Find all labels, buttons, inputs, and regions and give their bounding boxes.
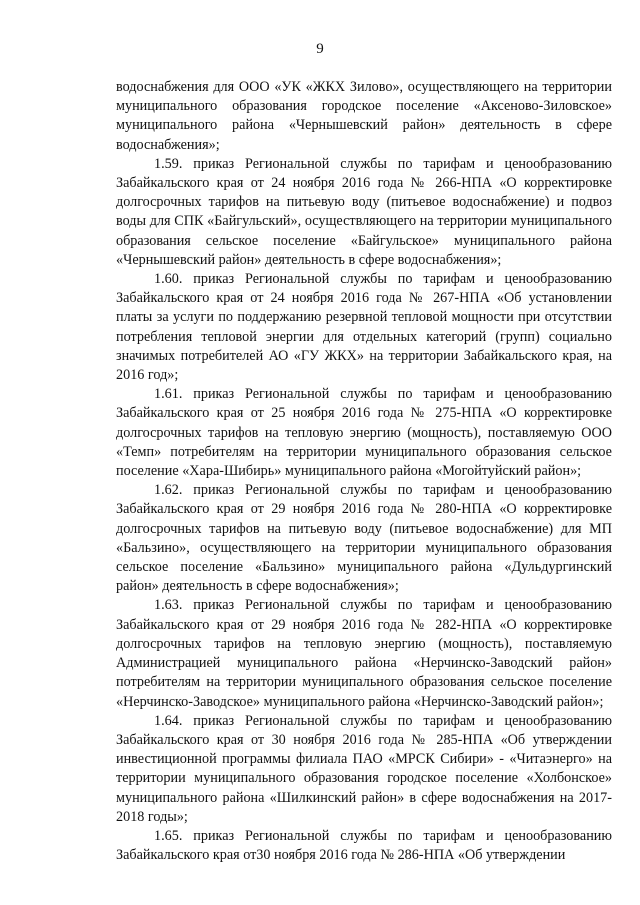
paragraph-item-1-62: 1.62. приказ Региональной службы по тарифам и ценообразованию Забайкальского края от 29 ноября 2016 года № 280-НПА «О корректировке долгосрочных тарифов на питьевую воду (питьевое водоснабжение) для МП «Бальзино», осуществляющего на территории муниципального образования сельское поселение «Бальзино» муниципального района «Дульдургинский район» деятельность в сфере водоснабжения»; (116, 482, 612, 595)
paragraph-item-1-65: 1.65. приказ Региональной службы по тарифам и ценообразованию Забайкальского края от30 ноября 2016 года № 286-НПА «Об утверждении (116, 827, 612, 864)
paragraph-item-1-64: 1.64. приказ Региональной службы по тарифам и ценообразованию Забайкальского края от 30 ноября 2016 года № 285-НПА «Об утверждении инвестиционной программы филиала ПАО «МРСК Сибири» - «Читаэнерго» на территории муниципального образования городское поселение «Холбонское» муниципального района «Шилкинский район» в сфере водоснабжения на 2017-2018 годы»; (116, 712, 612, 825)
paragraph-item-1-63: 1.63. приказ Региональной службы по тарифам и ценообразованию Забайкальского края от 29 ноября 2016 года № 282-НПА «О корректировке долгосрочных тарифов на тепловую энергию (мощность), поставляемую Администрацией муниципального района «Нерчинско-Заводский район» потребителям на территории муниципального образования сельское поселение «Нерчинско-Заводское» муниципального района «Нерчинско-Заводский район»; (116, 597, 612, 710)
paragraph-item-1-61: 1.61. приказ Региональной службы по тарифам и ценообразованию Забайкальского края от 25 ноября 2016 года № 275-НПА «О корректировке долгосрочных тарифов на тепловую энергию (мощность), поставляемую ООО «Темп» потребителям на территории муниципального образования сельское поселение «Хара-Шибирь» муниципального района «Могойтуйский район»; (116, 386, 612, 480)
paragraph-item-1-59: 1.59. приказ Региональной службы по тарифам и ценообразованию Забайкальского края от 24 ноября 2016 года № 266-НПА «О корректировке долгосрочных тарифов на питьевую воду (питьевое водоснабжение) и подвоз воды для СПК «Байгульский», осуществляющего на территории муниципального образования сельское поселение «Байгульское» муниципального района «Чернышевский район» деятельность в сфере водоснабжения»; (116, 155, 612, 268)
paragraph-item-1-60: 1.60. приказ Региональной службы по тарифам и ценообразованию Забайкальского края от 24 ноября 2016 года № 267-НПА «Об установлении платы за услуги по поддержанию резервной тепловой мощности при отсутствии потребления тепловой энергии для отдельных категорий (групп) социально значимых потребителей АО «ГУ ЖКХ» на территории Забайкальского края, на 2016 год»; (116, 271, 612, 384)
paragraph-continuation: водоснабжения для ООО «УК «ЖКХ Зилово», осуществляющего на территории муниципального образования городское поселение «Аксеново-Зиловское» муниципального района «Чернышевский район» деятельность в сфере водоснабжения»; (116, 79, 612, 153)
document-body (116, 78, 612, 865)
page-number: 9 (316, 41, 324, 57)
